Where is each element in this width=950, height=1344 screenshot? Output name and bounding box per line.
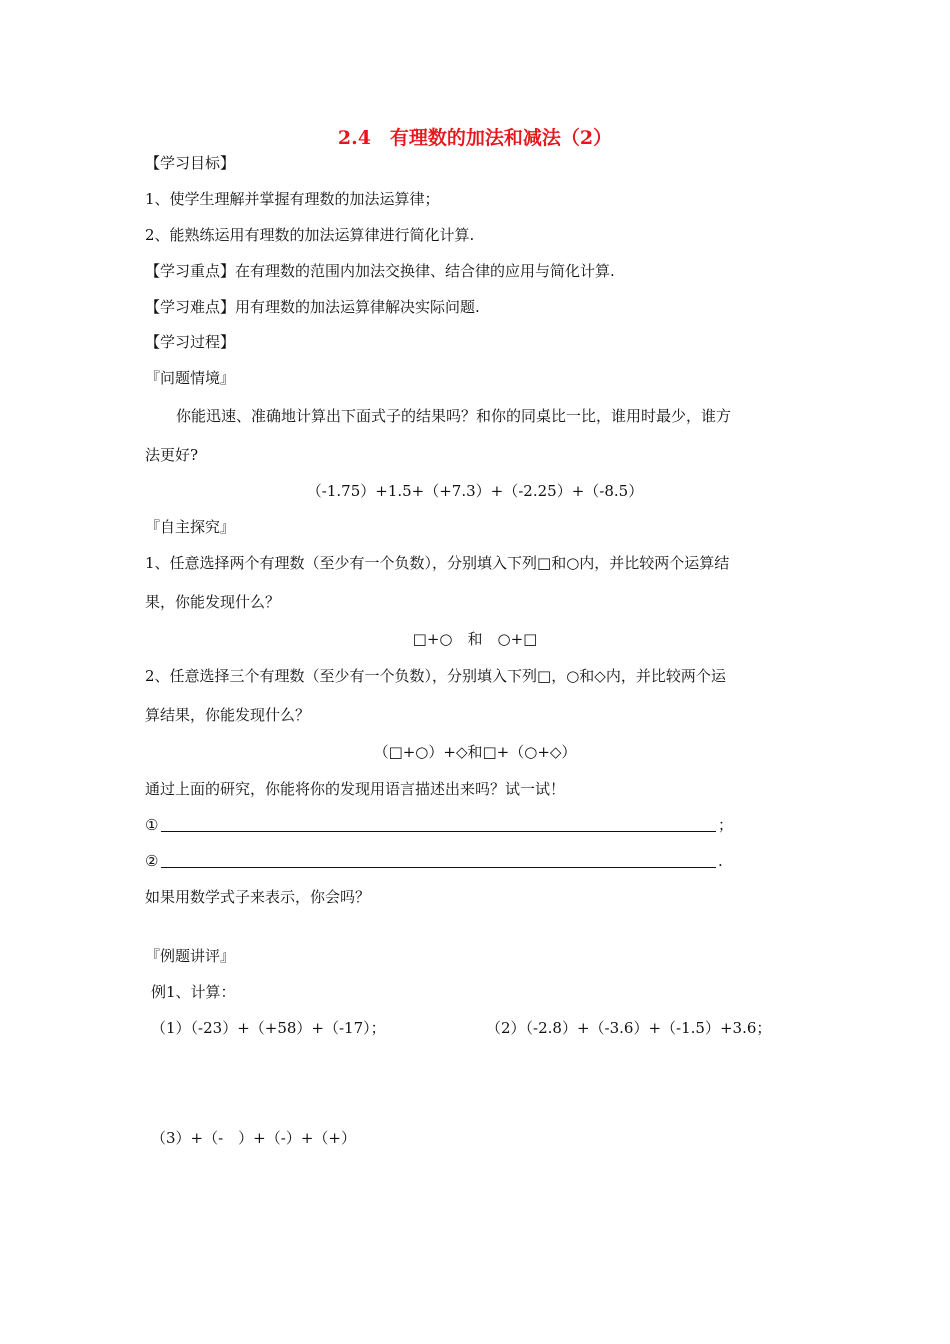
examples-heading: 『例题讲评』 <box>145 947 236 965</box>
explore-q1-line2: 果，你能发现什么？ <box>145 593 281 611</box>
blank-2-end: . <box>718 852 723 870</box>
objective-item-1: 1、使学生理解并掌握有理数的加法运算律； <box>145 190 440 208</box>
process-heading: 【学习过程】 <box>145 333 236 351</box>
difficulty: 【学习难点】用有理数的加法运算律解决实际问题. <box>145 298 480 316</box>
page-title: 2.4 有理数的加法和减法（2） <box>337 127 613 149</box>
explore-q2-line2: 算结果，你能发现什么？ <box>145 706 311 724</box>
explore-q1-formula: □+○ 和 ○+□ <box>412 630 538 648</box>
blank-2-underline <box>161 867 716 868</box>
scenario-formula: （-1.75）+1.5+（+7.3）+（-2.25）+（-8.5） <box>306 482 644 500</box>
explore-q1-line1: 1、任意选择两个有理数（至少有一个负数），分别填入下列□和○内，并比较两个运算结 <box>145 554 730 572</box>
example-1-part-1: （1）（-23）+（+58）+（-17）； <box>151 1019 386 1037</box>
example-1-part-3: （3）+（- ）+（-）+（+） <box>151 1129 356 1147</box>
answer-blank-2[interactable] <box>145 851 723 871</box>
example-1-part-2: （2）（-2.8）+（-3.6）+（-1.5）+3.6； <box>486 1019 772 1037</box>
blank-2-marker: ② <box>145 852 159 870</box>
example-1-label: 例1、计算： <box>151 983 236 1001</box>
blank-1-underline <box>161 831 716 832</box>
explore-heading: 『自主探究』 <box>145 518 236 536</box>
explore-q2-line1: 2、任意选择三个有理数（至少有一个负数），分别填入下列□，○和◇内，并比较两个运 <box>145 667 726 685</box>
blank-1-end: ； <box>718 816 734 834</box>
objectives-heading: 【学习目标】 <box>145 154 236 172</box>
summary-prompt: 通过上面的研究，你能将你的发现用语言描述出来吗？试一试！ <box>145 780 566 798</box>
scenario-text-line2: 法更好? <box>145 446 199 464</box>
answer-blank-1[interactable] <box>145 815 734 835</box>
objective-item-2: 2、能熟练运用有理数的加法运算律进行简化计算. <box>145 226 475 244</box>
scenario-heading: 『问题情境』 <box>145 369 236 387</box>
key-point: 【学习重点】在有理数的范围内加法交换律、结合律的应用与简化计算. <box>145 262 615 280</box>
explore-q2-formula: （□+○）+◇和□+（○+◇） <box>373 743 577 761</box>
math-prompt: 如果用数学式子来表示，你会吗？ <box>145 888 371 906</box>
scenario-text-line1: 你能迅速、准确地计算出下面式子的结果吗？和你的同桌比一比，谁用时最少，谁方 <box>176 407 732 425</box>
blank-1-marker: ① <box>145 816 159 834</box>
